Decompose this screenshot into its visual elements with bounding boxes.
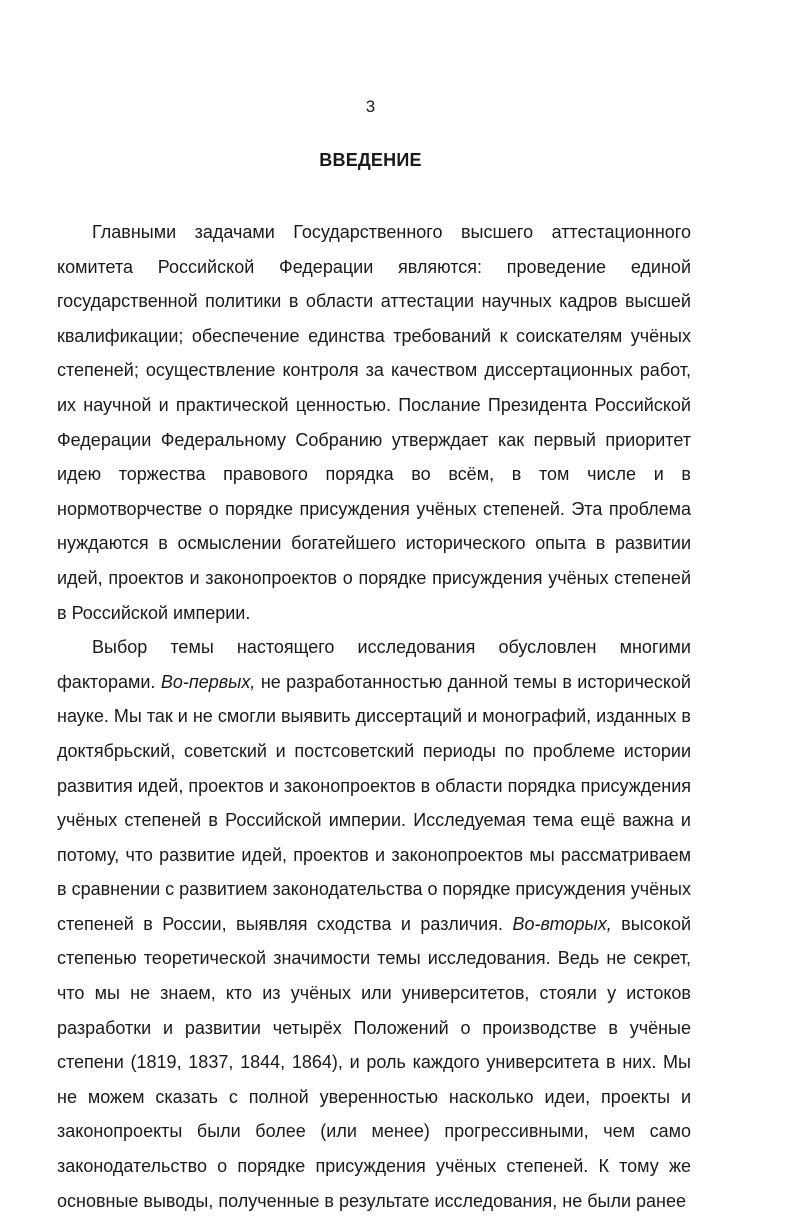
paragraph-2 xyxy=(57,630,691,1218)
paragraph-2-end: высокой степенью теоретической значимости темы исследования. Ведь не секрет, что мы не знаем, кто из учёных или университетов, стояли у истоков разработки и развитии четырёх Положений о производстве в учёные степени (1819, 1837, 1844, 1864), и роль каждого университета в них. Мы не можем сказать с полной уверенностью насколько идеи, проекты и законопроекты были более (или менее) прогрессивными, чем само законодательство о порядке присуждения учёных степеней. К тому же основные выводы, полученные в результате исследования, не были ранее xyxy=(57,913,692,1211)
section-heading: ВВЕДЕНИЕ xyxy=(319,150,422,170)
second-reason-marker: Во-вторых, xyxy=(512,913,612,934)
paragraph-2-intro: Выбор темы настоящего исследования обусловлен многими факторами. xyxy=(57,637,691,692)
paragraph-1 xyxy=(57,215,691,630)
body-text xyxy=(57,215,691,1218)
first-reason-marker: Во-первых, xyxy=(160,671,256,692)
paragraph-1-text: Главными задачами Государственного высшего аттестационного комитета Российской Федерации являются: проведение единой государственной политики в области аттестации научных кадров высшей квалификации; обеспечение единства требований к соискателям учёных степеней; осуществление контроля за качеством диссертационных работ, их научной и практической ценностью. Послание Президента Российской Федерации Федеральному Собранию утверждает как первый приоритет идею торжества правового порядка во всём, в том числе и в нормотворчестве о порядке присуждения учёных степеней. Эта проблема нуждаются в осмыслении богатейшего исторического опыта в развитии идей, проектов и законопроектов о порядке присуждения учёных степеней в Российской империи. xyxy=(57,222,691,623)
paragraph-2-middle: не разработанностью данной темы в исторической науке. Мы так и не смогли выявить диссертаций и монографий, изданных в доктябрьский, советский и постсоветский периоды по проблеме истории развития идей, проектов и законопроектов в области порядка присуждения учёных степеней в Российской империи. Исследуемая тема ещё важна и потому, что развитие идей, проектов и законопроектов мы рассматриваем в сравнении с развитием законодательства о порядке присуждения учёных степеней в России, выявляя сходства и различия. xyxy=(57,671,691,934)
page-number: 3 xyxy=(365,97,376,116)
